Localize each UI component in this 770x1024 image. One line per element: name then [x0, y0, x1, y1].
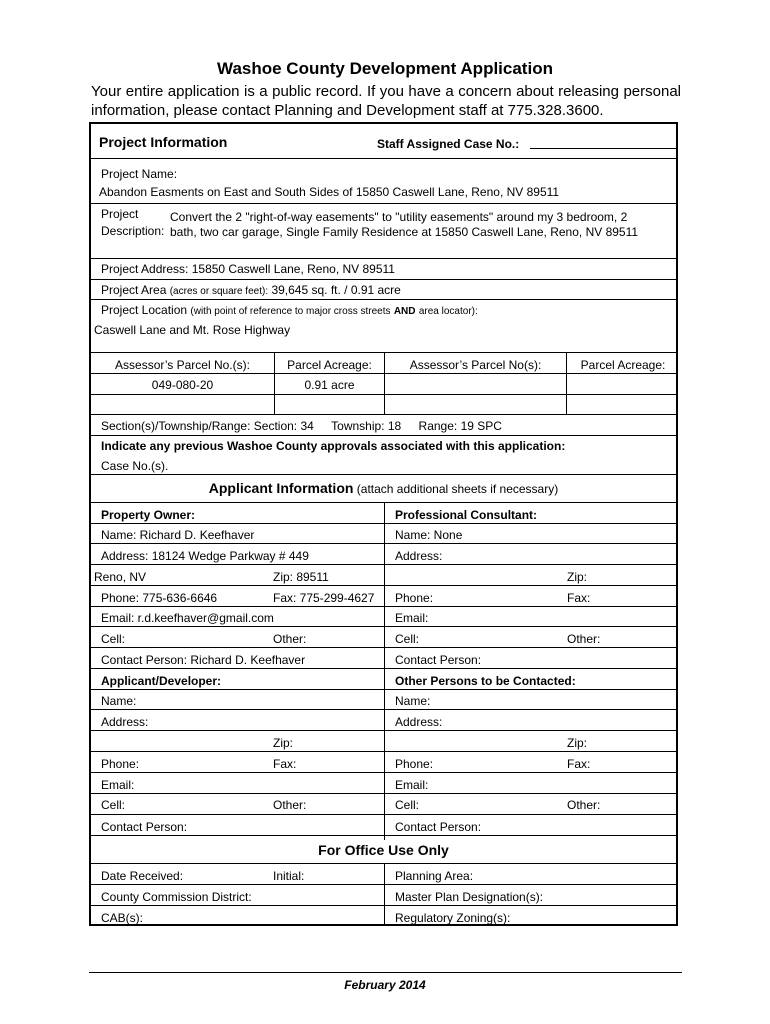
- project-location-label: [101, 303, 478, 319]
- description-line-1[interactable]: Convert the 2 "right-of-way easements" to "utility easements" around my 3 bedroom, 2: [170, 210, 628, 224]
- divider: [91, 474, 676, 475]
- other-email[interactable]: Email:: [395, 778, 429, 792]
- other-address[interactable]: Address:: [395, 715, 443, 729]
- previous-approvals-label: Indicate any previous Washoe County approvals associated with this application:: [101, 439, 566, 453]
- developer-heading: Applicant/Developer:: [101, 674, 222, 688]
- office-use-title: For Office Use Only: [318, 842, 449, 858]
- divider: [91, 585, 676, 586]
- other-zip[interactable]: Zip:: [567, 736, 588, 750]
- consultant-fax[interactable]: Fax:: [567, 591, 591, 605]
- consultant-email[interactable]: Email:: [395, 611, 429, 625]
- divider: [91, 751, 676, 752]
- description-line-2[interactable]: bath, two car garage, Single Family Residence at 15850 Caswell Lane, Reno, NV 89511: [170, 225, 639, 239]
- divider: [91, 793, 676, 794]
- intro-text: Your entire application is a public record. If you have a concern about releasing personal information, please contact Planning and Development staff at 775.328.3600.: [91, 83, 681, 119]
- case-nos-label[interactable]: Case No.(s).: [101, 459, 169, 473]
- consultant-address[interactable]: Address:: [395, 549, 443, 563]
- developer-cell[interactable]: Cell:: [101, 798, 126, 812]
- project-address-label: Project Address:: [101, 262, 189, 276]
- project-location-hint: (with point of reference to major cross streets: [190, 306, 391, 317]
- divider: [91, 606, 676, 607]
- other-name[interactable]: Name:: [395, 694, 431, 708]
- divider: [91, 523, 676, 524]
- project-name-label: Project Name:: [101, 167, 178, 181]
- str-section: Section: 34: [253, 419, 314, 433]
- divider: [91, 203, 676, 204]
- other-contact-person[interactable]: Contact Person:: [395, 820, 482, 834]
- divider: [91, 626, 676, 627]
- other-persons-heading: Other Persons to be Contacted:: [395, 674, 576, 688]
- owner-fax[interactable]: Fax: 775-299-4627: [273, 591, 375, 605]
- divider: [91, 502, 676, 503]
- project-area[interactable]: [101, 283, 401, 299]
- divider: [91, 814, 676, 815]
- consultant-other[interactable]: Other:: [567, 632, 601, 646]
- owner-name[interactable]: Name: Richard D. Keefhaver: [101, 528, 255, 542]
- divider: [91, 835, 676, 836]
- divider: [91, 668, 676, 669]
- parcel-header-2: Assessor’s Parcel No(s):: [409, 358, 542, 372]
- acreage-header-1: Parcel Acreage:: [287, 358, 372, 372]
- project-name-value[interactable]: Abandon Easments on East and South Sides of 15850 Caswell Lane, Reno, NV 89511: [99, 185, 560, 199]
- commission-district[interactable]: County Commission District:: [101, 890, 252, 904]
- project-location-value[interactable]: Caswell Lane and Mt. Rose Highway: [94, 323, 291, 337]
- case-no-label: Staff Assigned Case No.:: [377, 137, 520, 151]
- regulatory-zoning[interactable]: Regulatory Zoning(s):: [395, 911, 511, 925]
- planning-area[interactable]: Planning Area:: [395, 869, 474, 883]
- str-township: Township: 18: [331, 419, 402, 433]
- consultant-contact-person[interactable]: Contact Person:: [395, 653, 482, 667]
- professional-consultant-heading: Professional Consultant:: [395, 508, 538, 522]
- footer-date: February 2014: [344, 978, 426, 992]
- developer-phone[interactable]: Phone:: [101, 757, 140, 771]
- project-area-value: 39,645 sq. ft. / 0.91 acre: [271, 283, 401, 297]
- owner-address[interactable]: Address: 18124 Wedge Parkway # 449: [101, 549, 309, 563]
- owner-email[interactable]: Email: r.d.keefhaver@gmail.com: [101, 611, 274, 625]
- divider: [91, 647, 676, 648]
- case-no-field[interactable]: [530, 148, 676, 149]
- project-location-title: Project Location: [101, 303, 188, 317]
- divider: [91, 772, 676, 773]
- parcel-number-value[interactable]: 049-080-20: [151, 378, 214, 392]
- consultant-cell[interactable]: Cell:: [395, 632, 420, 646]
- divider: [91, 279, 676, 280]
- page-title: Washoe County Development Application: [217, 59, 553, 78]
- applicant-section-header: [91, 481, 676, 496]
- section-township-range[interactable]: [101, 419, 502, 433]
- divider: [91, 435, 676, 436]
- other-phone[interactable]: Phone:: [395, 757, 434, 771]
- divider: [91, 299, 676, 300]
- cab[interactable]: CAB(s):: [101, 911, 143, 925]
- project-section-title: Project Information: [99, 134, 228, 150]
- divider: [91, 258, 676, 259]
- description-label: Project: [101, 207, 139, 221]
- initial[interactable]: Initial:: [273, 869, 305, 883]
- divider: [91, 730, 676, 731]
- divider: [91, 709, 676, 710]
- project-location-and: AND: [393, 306, 416, 317]
- divider: [91, 884, 676, 885]
- developer-zip[interactable]: Zip:: [273, 736, 294, 750]
- divider: [91, 905, 676, 906]
- parcel-header-1: Assessor’s Parcel No.(s):: [115, 358, 250, 372]
- application-form: [89, 122, 678, 926]
- project-area-label: Project Area: [101, 283, 167, 297]
- project-address-value: 15850 Caswell Lane, Reno, NV 89511: [191, 262, 395, 276]
- applicant-section-note: (attach additional sheets if necessary): [356, 482, 559, 496]
- developer-email[interactable]: Email:: [101, 778, 135, 792]
- consultant-name[interactable]: Name: None: [395, 528, 463, 542]
- footer-divider: [89, 972, 682, 973]
- owner-other[interactable]: Other:: [273, 632, 307, 646]
- divider: [91, 158, 676, 159]
- other-cell[interactable]: Cell:: [395, 798, 420, 812]
- applicant-section-title: Applicant Information: [208, 480, 354, 496]
- str-range: Range: 19 SPC: [418, 419, 502, 433]
- owner-cell[interactable]: Cell:: [101, 632, 126, 646]
- parcel-acreage-value[interactable]: 0.91 acre: [304, 378, 355, 392]
- project-address[interactable]: [101, 262, 395, 276]
- column-divider: [384, 863, 385, 926]
- owner-city[interactable]: Reno, NV: [94, 570, 147, 584]
- project-location-hint-b: area locator):: [418, 306, 478, 317]
- developer-name[interactable]: Name:: [101, 694, 137, 708]
- date-received[interactable]: Date Received:: [101, 869, 184, 883]
- other-fax[interactable]: Fax:: [567, 757, 591, 771]
- consultant-zip[interactable]: Zip:: [567, 570, 588, 584]
- master-plan-designation[interactable]: Master Plan Designation(s):: [395, 890, 544, 904]
- developer-fax[interactable]: Fax:: [273, 757, 297, 771]
- divider: [91, 564, 676, 565]
- divider: [91, 414, 676, 415]
- owner-zip[interactable]: Zip: 89511: [273, 570, 329, 584]
- str-label: Section(s)/Township/Range:: [101, 419, 251, 433]
- other-other[interactable]: Other:: [567, 798, 601, 812]
- column-divider: [384, 502, 385, 840]
- owner-contact-person[interactable]: Contact Person: Richard D. Keefhaver: [101, 653, 306, 667]
- developer-other[interactable]: Other:: [273, 798, 307, 812]
- project-area-hint: (acres or square feet):: [169, 286, 269, 297]
- divider: [91, 543, 676, 544]
- property-owner-heading: Property Owner:: [101, 508, 196, 522]
- description-label-2: Description:: [101, 224, 165, 238]
- acreage-header-2: Parcel Acreage:: [580, 358, 666, 372]
- divider: [91, 689, 676, 690]
- owner-phone[interactable]: Phone: 775-636-6646: [101, 591, 218, 605]
- developer-contact-person[interactable]: Contact Person:: [101, 820, 188, 834]
- consultant-phone[interactable]: Phone:: [395, 591, 434, 605]
- developer-address[interactable]: Address:: [101, 715, 149, 729]
